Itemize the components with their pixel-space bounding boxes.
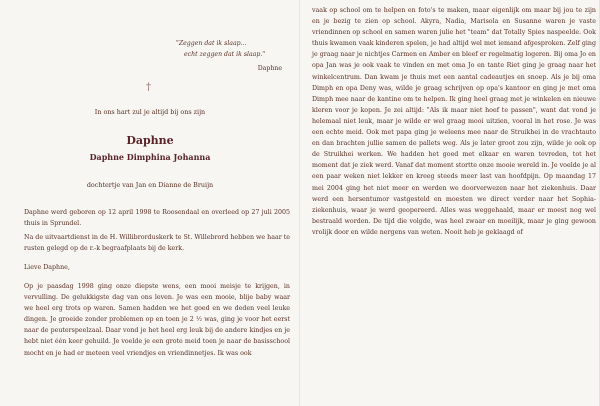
cross-icon: † xyxy=(146,82,151,93)
full-name: Daphne Dimphina Johanna xyxy=(89,152,211,162)
quote xyxy=(176,38,292,74)
name-heading: Daphne xyxy=(126,134,174,147)
quote-line-1: "Zeggen dat ik slaap... xyxy=(176,40,247,47)
salutation: Lieve Daphne, xyxy=(24,264,70,271)
parents-line: dochtertje van Jan en Dianne de Bruijn xyxy=(86,181,214,189)
story-left: Op je paasdag 1998 ging onze diepste wens, een mooi meisje te krijgen, in vervulling. De gelukkigste dag van ons leven. Je was een mooie, blije baby waar we heel erg trots op waren. Samen hadden we het goed en we deden veel leuke dingen. Je groeide zonder problemen op en toen je 2 ½ was, ging je voor het eerst naar de peuterspeelzaal. Daar vond je het heel erg leuk bij de andere kindjes en je hebt niet één keer gehuild. Je voelde je een grote meid toen je naar de basisschool mocht en je had er meteen veel vriendjes en vriendinnetjes. Ik was ook xyxy=(24,283,290,357)
funeral-paragraph: Na de uitvaartdienst in de H. Willibrorduskerk te St. Willebrord hebben we haar te rusten gelegd op de r.-k begraafplaats bij de kerk. xyxy=(24,234,290,253)
quote-author: Daphne xyxy=(257,65,282,72)
story-right: vaak op school om te helpen en foto's te maken, maar eigenlijk om maar bij jou te zijn en je bezig te zien op school. Akyra, Nadia, Marisola en Susanne waren je vaste vriendinnen op school en samen waren julie het "team" dat Totally Spies naspeelde. Ook thuis kwamen vaak kinderen spelen, je had altijd wel met iemand afgesproken. Zelf ging je graag naar je nichtjes Carmen en Amber en bleef er regelmatig logeren. Bij oma Jo en opa Jan was je ook vaak te vinden en met oma Jo en tante Riet ging je graag naar het winkelcentrum. Dan kwam je thuis met een aantal cadeautjes en snoep. Als je bij oma Dimph en opa Deny was, wilde je graag schrijven op opa's kantoor en ging je met oma Dimph mee naar de kantine om te helpen. Ik ging heel graag met je winkelen en nieuwe kleren voor je kopen. Je zei altijd: "Als ik maar niet hoef te passen", want dat vond je helemaal niet leuk, maar je wilde er wel graag mooi uitzien, vooral in het rose. Je was een echte meid. Ook met papa ging je weleens mee naar de Struikhei in de vrachtauto en dan brachten jullie samen de pallets weg. Als je later groot zou zijn, wilde je ook op de Struikhei werken. We hadden het goed met elkaar en waren tevreden, tot het moment dat je ziek werd. Vanaf dat moment stortte onze mooie wereld in. Je voelde je al een paar weken niet lekker en kreeg steeds meer last van hoofdpijn. Op maandag 17 mei 2004 ging het niet meer en werden we doorverwezen naar het ziekenhuis. Daar werd een hersentumor vastgesteld en moesten we direct verder naar het Sophia-ziekenhuis, waar je werd geopereerd. Alles was weggehaald, maar er moest nog wel bestraald worden. De tijd die volgde, was heel zwaar en moeilijk, maar je ging gewoon vrolijk door en wilde nergens van weten. Nooit heb je geklaagd of xyxy=(312,7,596,236)
right-page xyxy=(312,0,596,406)
quote-line-2: echt zeggen dat ik slaap." xyxy=(184,51,266,58)
birth-paragraph: Daphne werd geboren op 12 april 1998 te Roosendaal en overleed op 27 juli 2005 thuis in Sprundel. xyxy=(24,209,290,228)
intro-line: In ons hart zul je altijd bij ons zijn xyxy=(94,108,206,116)
